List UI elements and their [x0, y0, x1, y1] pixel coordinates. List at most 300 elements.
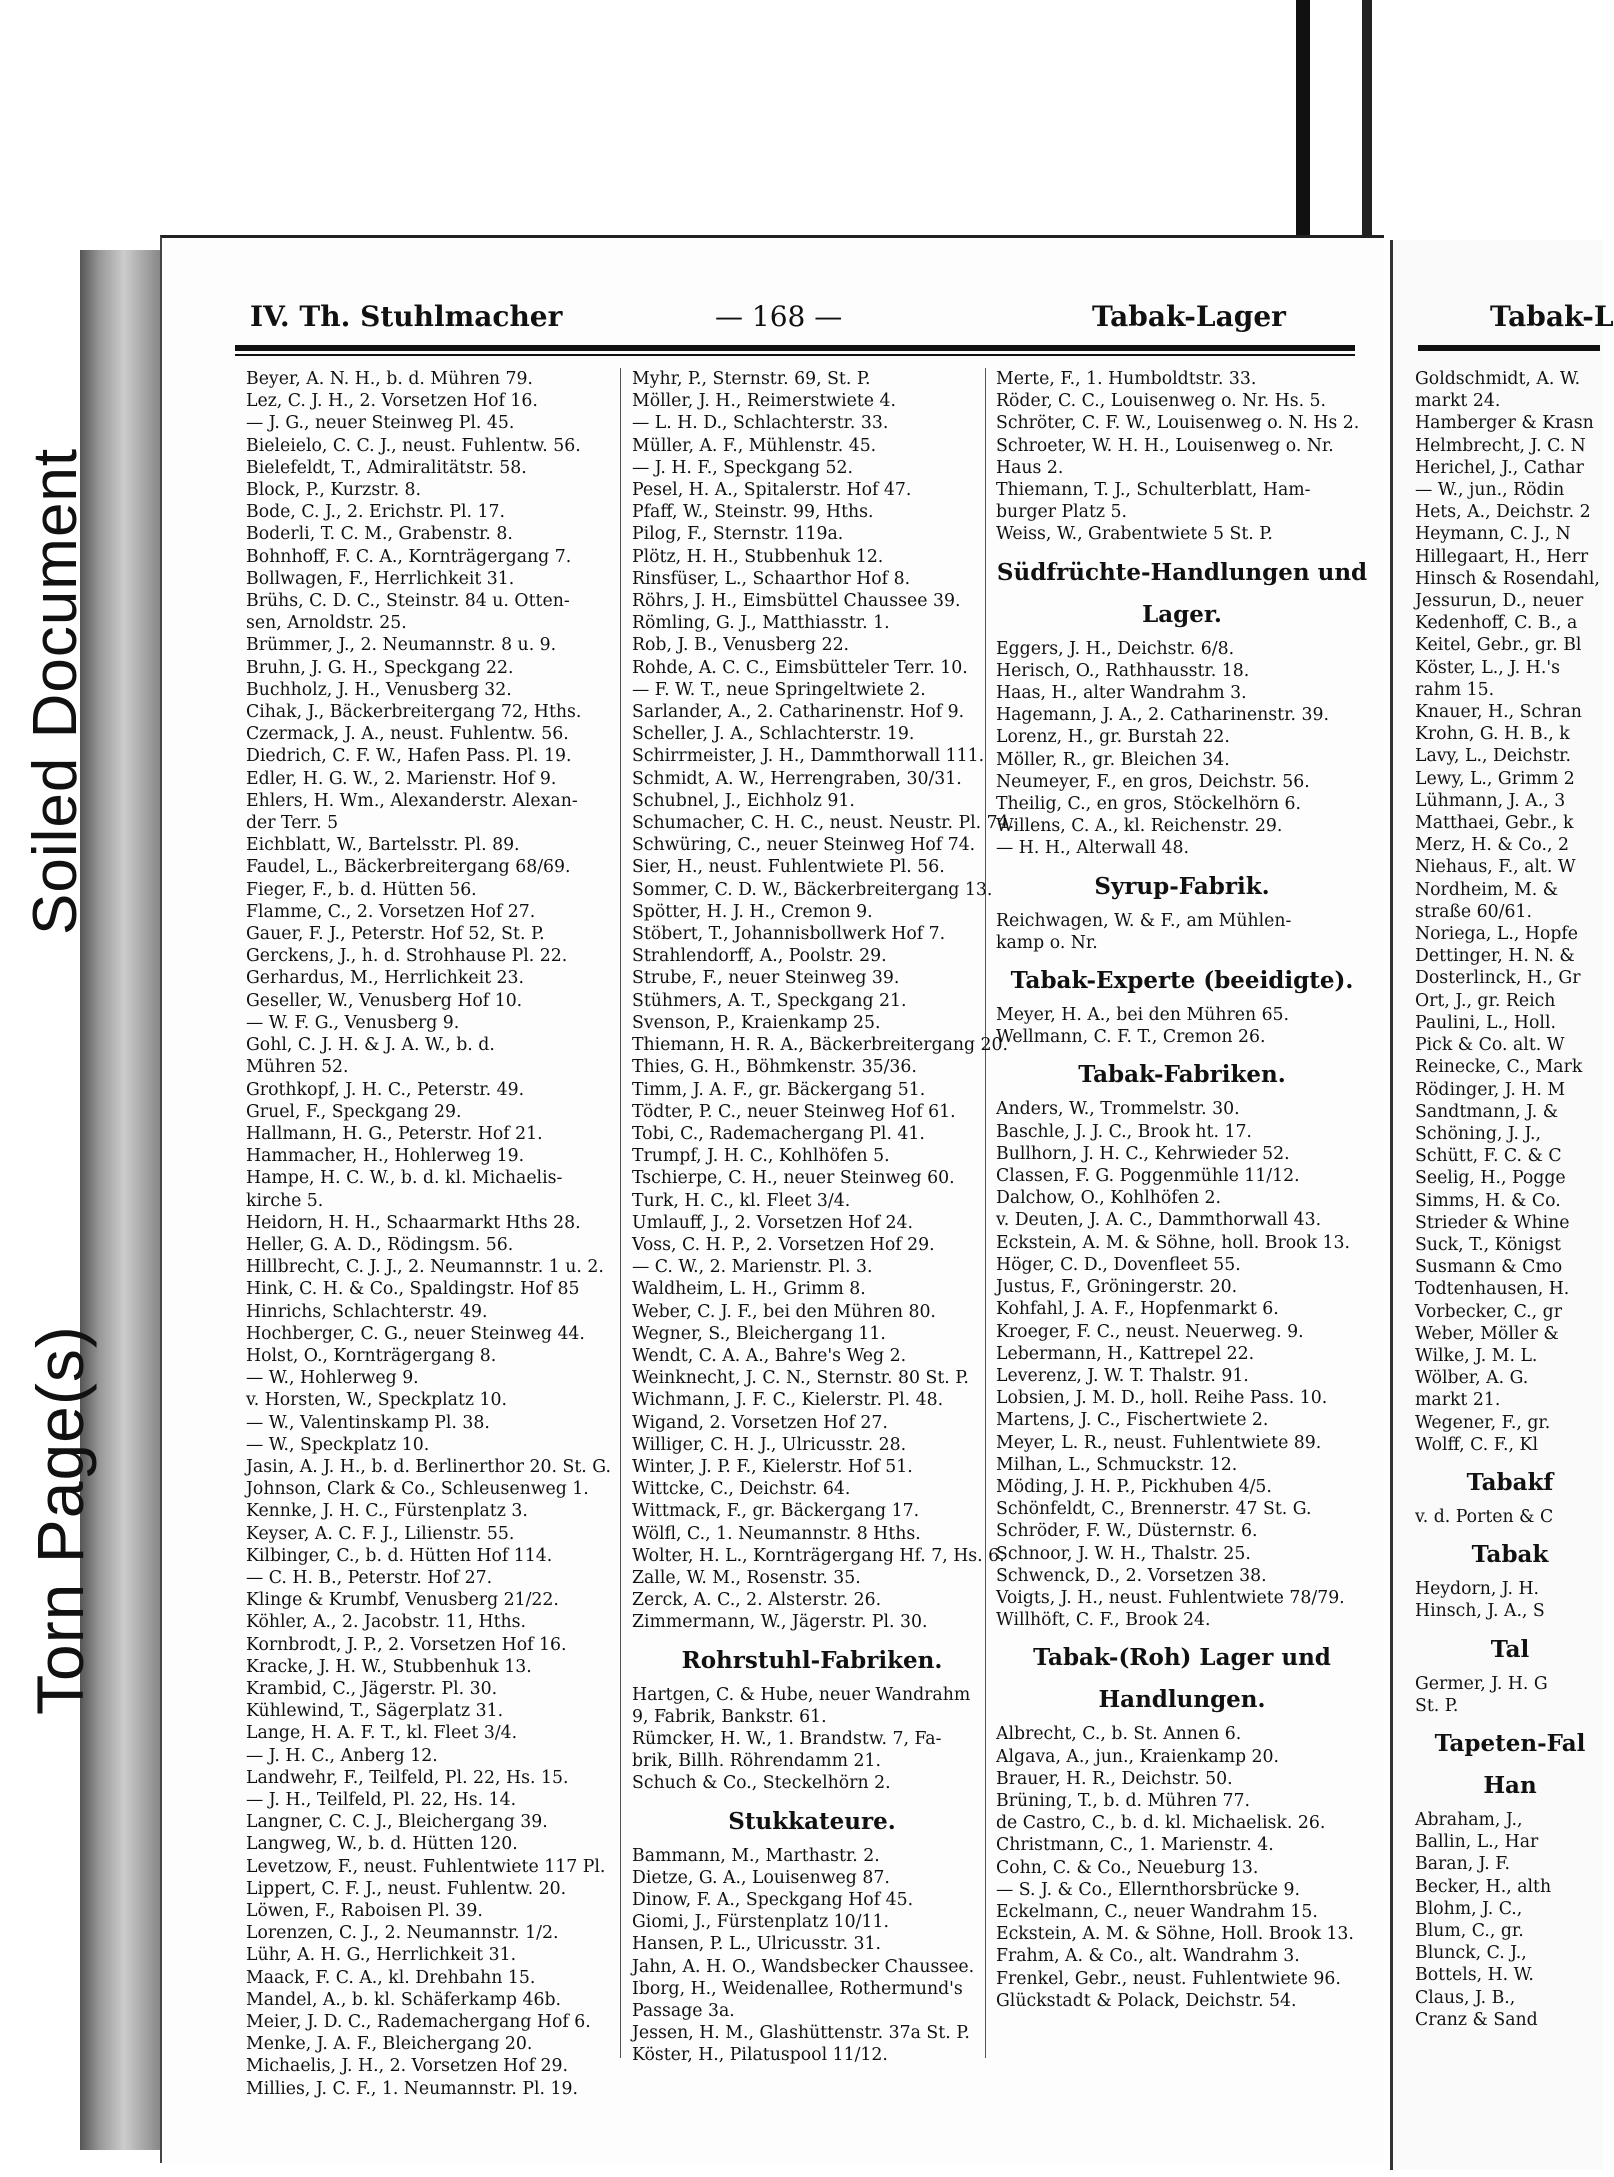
- directory-entry: Spötter, H. J. H., Cremon 9.: [632, 901, 873, 922]
- directory-entry: Myhr, P., Sternstr. 69, St. P.: [632, 369, 871, 389]
- directory-entry: Becker, H., alth: [1415, 1876, 1552, 1897]
- directory-entry: Kracke, J. H. W., Stubbenhuk 13.: [246, 1656, 532, 1677]
- directory-entry: kirche 5.: [246, 1190, 324, 1211]
- directory-entry: Wittcke, C., Deichstr. 64.: [632, 1479, 851, 1500]
- directory-entry: Lorenzen, C. J., 2. Neumannstr. 1/2.: [246, 1923, 559, 1944]
- directory-entry: Iborg, H., Weidenallee, Rothermund's: [632, 1978, 963, 1999]
- directory-entry: Levetzow, F., neust. Fuhlentwiete 117 Pl.: [246, 1856, 606, 1877]
- directory-column-3: [996, 368, 1368, 2012]
- directory-entry: Schumacher, C. H. C., neust. Neustr. Pl. 74.: [632, 813, 1015, 834]
- directory-entry: Eckelmann, C., neuer Wandrahm 15.: [996, 1901, 1318, 1922]
- directory-entry: Kennke, J. H. C., Fürstenplatz 3.: [246, 1501, 528, 1522]
- directory-entry: kamp o. Nr.: [996, 932, 1098, 953]
- directory-entry: Gerckens, J., h. d. Strohhause Pl. 22.: [246, 946, 568, 967]
- directory-entry: burger Platz 5.: [996, 502, 1127, 523]
- directory-entry: Lavy, L., Deichstr.: [1415, 746, 1572, 767]
- directory-entry: Ballin, L., Har: [1415, 1832, 1539, 1853]
- directory-entry: — W., Speckplatz 10.: [246, 1434, 430, 1455]
- directory-entry: Löwen, F., Raboisen Pl. 39.: [246, 1901, 483, 1922]
- directory-entry: Hampe, H. C. W., b. d. kl. Michaelis-: [246, 1168, 563, 1189]
- directory-entry: Susmann & Cmo: [1415, 1257, 1563, 1278]
- directory-entry: Tobi, C., Rademachergang Pl. 41.: [632, 1123, 925, 1144]
- directory-entry: Schuch & Co., Steckelhörn 2.: [632, 1773, 891, 1794]
- directory-entry: Winter, J. P. F., Kielerstr. Hof 51.: [632, 1456, 913, 1477]
- section-heading: Tabak: [1471, 1541, 1549, 1569]
- directory-entry: Merte, F., 1. Humboldtstr. 33.: [996, 369, 1257, 389]
- directory-entry: Helmbrecht, J. C. N: [1415, 435, 1586, 456]
- directory-entry: Lobsien, J. M. D., holl. Reihe Pass. 10.: [996, 1388, 1328, 1409]
- directory-entry: Cohn, C. & Co., Neueburg 13.: [996, 1857, 1259, 1878]
- directory-entry: Abraham, J.,: [1415, 1809, 1523, 1830]
- directory-entry: Bohnhoff, F. C. A., Kornträgergang 7.: [246, 546, 572, 567]
- directory-entry: Hinrichs, Schlachterstr. 49.: [246, 1301, 488, 1322]
- directory-entry: — J. G., neuer Steinweg Pl. 45.: [246, 413, 515, 434]
- directory-entry: Bottels, H. W.: [1415, 1965, 1534, 1986]
- directory-entry: Wölfl, C., 1. Neumannstr. 8 Hths.: [632, 1523, 921, 1544]
- directory-entry: Turk, H. C., kl. Fleet 3/4.: [632, 1190, 851, 1211]
- directory-entry: Thiemann, T. J., Schulterblatt, Ham-: [996, 480, 1311, 501]
- directory-entry: Waldheim, L. H., Grimm 8.: [632, 1279, 866, 1300]
- directory-entry: — J. H., Teilfeld, Pl. 22, Hs. 14.: [246, 1790, 517, 1810]
- directory-entry: Brühs, C. D. C., Steinstr. 84 u. Otten-: [246, 591, 570, 612]
- directory-entry: Simms, H. & Co.: [1415, 1190, 1561, 1211]
- directory-entry: Kilbinger, C., b. d. Hütten Hof 114.: [246, 1545, 553, 1566]
- directory-entry: — W., Valentinskamp Pl. 38.: [246, 1412, 490, 1433]
- directory-entry: Wegener, F., gr.: [1415, 1412, 1551, 1433]
- section-heading: Tabak-Experte (beeidigte).: [1010, 967, 1354, 995]
- dark-scan-edge: [1296, 0, 1310, 250]
- directory-entry: Hink, C. H. & Co., Spaldingstr. Hof 85: [246, 1279, 580, 1300]
- directory-entry: Krohn, G. H. B., k: [1415, 724, 1570, 745]
- directory-entry: Edler, H. G. W., 2. Marienstr. Hof 9.: [246, 768, 557, 789]
- column-divider: [620, 368, 621, 2058]
- directory-entry: Zerck, A. C., 2. Alsterstr. 26.: [632, 1590, 882, 1611]
- directory-entry: Zalle, W. M., Rosenstr. 35.: [632, 1567, 861, 1588]
- directory-entry: Pilog, F., Sternstr. 119a.: [632, 524, 844, 545]
- directory-entry: Langweg, W., b. d. Hütten 120.: [246, 1834, 518, 1855]
- directory-entry: Lippert, C. F. J., neust. Fuhlentw. 20.: [246, 1878, 567, 1899]
- directory-entry: Niehaus, F., alt. W: [1415, 857, 1576, 878]
- directory-entry: Pick & Co. alt. W: [1415, 1035, 1565, 1056]
- directory-entry: Keitel, Gebr., gr. Bl: [1415, 635, 1582, 656]
- directory-entry: Paulini, L., Holl.: [1415, 1012, 1556, 1033]
- directory-entry: Blohm, J. C.,: [1415, 1898, 1523, 1919]
- directory-entry: Möller, R., gr. Bleichen 34.: [996, 749, 1230, 770]
- directory-entry: Wigand, 2. Vorsetzen Hof 27.: [632, 1412, 888, 1433]
- directory-entry: Block, P., Kurzstr. 8.: [246, 480, 422, 501]
- directory-entry: Dalchow, O., Kohlhöfen 2.: [996, 1188, 1222, 1209]
- directory-entry: Thiemann, H. R. A., Bäckerbreitergang 20.: [632, 1035, 1009, 1056]
- directory-entry: Möding, J. H. P., Pickhuben 4/5.: [996, 1476, 1272, 1497]
- directory-entry: Matthaei, Gebr., k: [1415, 813, 1574, 834]
- directory-entry: Hillegaart, H., Herr: [1415, 546, 1589, 567]
- directory-entry: Michaelis, J. H., 2. Vorsetzen Hof 29.: [246, 2056, 568, 2077]
- directory-entry: Mandel, A., b. kl. Schäferkamp 46b.: [246, 1989, 562, 2010]
- directory-entry: Haas, H., alter Wandrahm 3.: [996, 683, 1247, 704]
- directory-entry: Köster, H., Pilatuspool 11/12.: [632, 2045, 888, 2066]
- directory-entry: Schroeter, W. H. H., Louisenweg o. Nr.: [996, 435, 1334, 456]
- directory-entry: Schwenck, D., 2. Vorsetzen 38.: [996, 1565, 1267, 1586]
- directory-entry: v. Deuten, J. A. C., Dammthorwall 43.: [996, 1210, 1322, 1231]
- directory-entry: Rödinger, J. H. M: [1415, 1079, 1566, 1100]
- directory-entry: Umlauff, J., 2. Vorsetzen Hof 24.: [632, 1212, 914, 1233]
- directory-entry: Kühlewind, T., Sägerplatz 31.: [246, 1701, 504, 1722]
- directory-entry: Voss, C. H. P., 2. Vorsetzen Hof 29.: [632, 1234, 935, 1255]
- directory-entry: Sarlander, A., 2. Catharinenstr. Hof 9.: [632, 702, 965, 723]
- directory-entry: Cihak, J., Bäckerbreitergang 72, Hths.: [246, 702, 582, 723]
- directory-entry: Strube, F., neuer Steinweg 39.: [632, 968, 900, 989]
- directory-entry: der Terr. 5: [246, 813, 339, 834]
- directory-entry: Müller, A. F., Mühlenstr. 45.: [632, 435, 877, 456]
- directory-entry: Weber, Möller &: [1415, 1323, 1559, 1344]
- directory-entry: Meyer, H. A., bei den Mühren 65.: [996, 1005, 1290, 1026]
- directory-entry: Brüning, T., b. d. Mühren 77.: [996, 1790, 1251, 1811]
- directory-entry: Glückstadt & Polack, Deichstr. 54.: [996, 1990, 1297, 2011]
- directory-entry: Leverenz, J. W. T. Thalstr. 91.: [996, 1365, 1249, 1386]
- torn-pages-label: Torn Page(s): [23, 1325, 97, 1715]
- directory-entry: Millies, J. C. F., 1. Neumannstr. Pl. 19.: [246, 2078, 579, 2099]
- directory-entry: Faudel, L., Bäckerbreitergang 68/69.: [246, 857, 571, 878]
- directory-entry: Hinsch, J. A., S: [1415, 1601, 1545, 1622]
- directory-entry: straße 60/61.: [1415, 901, 1532, 922]
- directory-entry: Hammacher, H., Hohlerweg 19.: [246, 1146, 525, 1167]
- directory-entry: rahm 15.: [1415, 679, 1495, 700]
- directory-entry: Wölber, A. G.: [1415, 1368, 1529, 1389]
- section-heading: Syrup-Fabrik.: [1094, 872, 1270, 900]
- directory-entry: Tödter, P. C., neuer Steinweg Hof 61.: [632, 1101, 956, 1122]
- directory-entry: Theilig, C., en gros, Stöckelhörn 6.: [996, 794, 1302, 815]
- directory-entry: v. Horsten, W., Speckplatz 10.: [246, 1390, 508, 1411]
- directory-entry: Bullhorn, J. H. C., Kehrwieder 52.: [996, 1143, 1290, 1164]
- directory-entry: Schnoor, J. W. H., Thalstr. 25.: [996, 1543, 1251, 1564]
- directory-entry: Scheller, J. A., Schlachterstr. 19.: [632, 724, 915, 745]
- directory-entry: Maack, F. C. A., kl. Drehbahn 15.: [246, 1967, 536, 1988]
- directory-entry: Nordheim, M. &: [1415, 879, 1559, 900]
- directory-entry: Wittmack, F., gr. Bäckergang 17.: [632, 1501, 920, 1522]
- directory-entry: — J. H. F., Speckgang 52.: [632, 457, 853, 478]
- directory-entry: Vorbecker, C., gr: [1415, 1301, 1562, 1322]
- directory-entry: Lebermann, H., Kattrepel 22.: [996, 1343, 1255, 1364]
- directory-entry: Algava, A., jun., Kraienkamp 20.: [996, 1746, 1280, 1767]
- directory-entry: Jahn, A. H. O., Wandsbecker Chaussee.: [632, 1956, 975, 1977]
- section-heading: Tapeten-Fal: [1434, 1729, 1586, 1757]
- directory-entry: Lühmann, J. A., 3: [1415, 790, 1566, 811]
- directory-entry: Wegner, S., Bleichergang 11.: [632, 1323, 886, 1344]
- directory-entry: Römling, G. J., Matthiasstr. 1.: [632, 613, 890, 634]
- directory-entry: Diedrich, C. F. W., Hafen Pass. Pl. 19.: [246, 746, 572, 767]
- directory-entry: Eckstein, A. M. & Söhne, holl. Brook 13.: [996, 1232, 1350, 1253]
- directory-entry: Weinknecht, J. C. N., Sternstr. 80 St. P.: [632, 1368, 969, 1389]
- directory-entry: Willhöft, C. F., Brook 24.: [996, 1610, 1211, 1631]
- directory-entry: Bode, C. J., 2. Erichstr. Pl. 17.: [246, 502, 506, 523]
- directory-entry: Bammann, M., Marthastr. 2.: [632, 1845, 880, 1866]
- directory-entry: Anders, W., Trommelstr. 30.: [996, 1099, 1240, 1120]
- directory-entry: Meyer, L. R., neust. Fuhlentwiete 89.: [996, 1432, 1322, 1453]
- directory-entry: Reinecke, C., Mark: [1415, 1057, 1583, 1078]
- directory-entry: St. P.: [1415, 1695, 1459, 1716]
- directory-entry: Hinsch & Rosendahl,: [1415, 568, 1600, 589]
- directory-entry: Stühmers, A. T., Speckgang 21.: [632, 990, 907, 1011]
- directory-entry: Cranz & Sand: [1415, 2009, 1538, 2030]
- directory-entry: — J. H. C., Anberg 12.: [246, 1745, 438, 1766]
- directory-entry: Neumeyer, F., en gros, Deichstr. 56.: [996, 771, 1310, 792]
- directory-entry: Milhan, L., Schmuckstr. 12.: [996, 1454, 1238, 1475]
- directory-entry: Schröter, C. F. W., Louisenweg o. N. Hs 2.: [996, 413, 1360, 434]
- directory-entry: Schönfeldt, C., Brennerstr. 47 St. G.: [996, 1499, 1312, 1520]
- directory-entry: Dosterlinck, H., Gr: [1415, 968, 1581, 989]
- directory-entry: Hamberger & Krasn: [1415, 413, 1594, 434]
- directory-entry: Germer, J. H. G: [1415, 1673, 1548, 1694]
- directory-entry: Blunck, C. J.,: [1415, 1943, 1527, 1964]
- section-heading: Han: [1483, 1771, 1537, 1799]
- directory-entry: — S. J. & Co., Ellernthorsbrücke 9.: [996, 1879, 1300, 1900]
- directory-entry: — L. H. D., Schlachterstr. 33.: [632, 413, 889, 434]
- directory-entry: markt 21.: [1415, 1390, 1501, 1411]
- directory-entry: Lühr, A. H. G., Herrlichkeit 31.: [246, 1945, 517, 1966]
- directory-entry: v. d. Porten & C: [1415, 1506, 1554, 1527]
- directory-entry: Flamme, C., 2. Vorsetzen Hof 27.: [246, 901, 536, 922]
- directory-entry: Bieleielo, C. C. J., neust. Fuhlentw. 56.: [246, 435, 581, 456]
- directory-entry: Giomi, J., Fürstenplatz 10/11.: [632, 1912, 889, 1933]
- directory-entry: Seelig, H., Pogge: [1415, 1168, 1566, 1189]
- directory-entry: Wolff, C. F., Kl: [1415, 1434, 1538, 1455]
- directory-entry: Svenson, P., Kraienkamp 25.: [632, 1012, 881, 1033]
- directory-entry: — C. W., 2. Marienstr. Pl. 3.: [632, 1257, 873, 1278]
- directory-entry: Kroeger, F. C., neust. Neuerweg. 9.: [996, 1321, 1304, 1342]
- directory-entry: Köster, L., J. H.'s: [1415, 657, 1560, 678]
- directory-entry: Eckstein, A. M. & Söhne, Holl. Brook 13.: [996, 1924, 1354, 1945]
- directory-entry: Heydorn, J. H.: [1415, 1579, 1540, 1600]
- directory-entry: Brümmer, J., 2. Neumannstr. 8 u. 9.: [246, 635, 557, 656]
- directory-entry: Tschierpe, C. H., neuer Steinweg 60.: [632, 1168, 955, 1189]
- directory-entry: Plötz, H. H., Stubbenhuk 12.: [632, 546, 884, 567]
- book-spine: [80, 250, 160, 2150]
- directory-entry: Hallmann, H. G., Peterstr. Hof 21.: [246, 1123, 543, 1144]
- directory-entry: Wendt, C. A. A., Bahre's Weg 2.: [632, 1345, 907, 1366]
- directory-entry: Weber, C. J. F., bei den Mühren 80.: [632, 1301, 936, 1322]
- directory-entry: — F. W. T., neue Springeltwiete 2.: [632, 679, 926, 700]
- directory-entry: Passage 3a.: [632, 2001, 735, 2022]
- directory-entry: Zimmermann, W., Jägerstr. Pl. 30.: [632, 1612, 928, 1633]
- directory-entry: Gohl, C. J. H. & J. A. W., b. d.: [246, 1035, 495, 1056]
- directory-entry: Herichel, J., Cathar: [1415, 457, 1584, 478]
- directory-entry: Hochberger, C. G., neuer Steinweg 44.: [246, 1323, 585, 1344]
- directory-entry: Meier, J. D. C., Rademachergang Hof 6.: [246, 2012, 591, 2033]
- section-heading: Lager.: [1142, 600, 1222, 628]
- directory-entry: Noriega, L., Hopfe: [1415, 924, 1579, 945]
- directory-entry: Ehlers, H. Wm., Alexanderstr. Alexan-: [246, 790, 578, 811]
- directory-entry: Czermack, J. A., neust. Fuhlentw. 56.: [246, 724, 569, 745]
- directory-entry: Schubnel, J., Eichholz 91.: [632, 790, 855, 811]
- directory-entry: Claus, J. B.,: [1415, 1987, 1516, 2008]
- directory-entry: Hagemann, J. A., 2. Catharinenstr. 39.: [996, 705, 1329, 726]
- directory-entry: Dettinger, H. N. &: [1415, 946, 1575, 967]
- running-header-right: Tabak-Lager: [1092, 300, 1286, 333]
- directory-entry: Sandtmann, J. &: [1415, 1101, 1559, 1122]
- directory-entry: Boderli, T. C. M., Grabenstr. 8.: [246, 524, 513, 545]
- directory-entry: Hillbrecht, C. J. J., 2. Neumannstr. 1 u. 2.: [246, 1257, 604, 1278]
- directory-entry: Dinow, F. A., Speckgang Hof 45.: [632, 1890, 914, 1910]
- directory-entry: Johnson, Clark & Co., Schleusenweg 1.: [246, 1479, 589, 1500]
- directory-entry: Kornbrodt, J. P., 2. Vorsetzen Hof 16.: [246, 1634, 567, 1655]
- directory-entry: Strahlendorff, A., Poolstr. 29.: [632, 946, 887, 967]
- directory-entry: — W., Hohlerweg 9.: [246, 1368, 419, 1389]
- directory-entry: Pfaff, W., Steinstr. 99, Hths.: [632, 502, 874, 523]
- directory-entry: Heller, G. A. D., Rödingsm. 56.: [246, 1234, 514, 1255]
- directory-entry: Baschle, J. J. C., Brook ht. 17.: [996, 1121, 1252, 1142]
- page-number: — 168 —: [715, 300, 843, 333]
- directory-entry: Merz, H. & Co., 2: [1415, 835, 1570, 856]
- directory-entry: Jessen, H. M., Glashüttenstr. 37a St. P.: [632, 2023, 970, 2044]
- directory-entry: Jessurun, D., neuer: [1415, 591, 1584, 612]
- directory-entry: Knauer, H., Schran: [1415, 702, 1582, 723]
- directory-entry: Williger, C. H. J., Ulricusstr. 28.: [632, 1434, 907, 1455]
- section-heading: Tabak-Fabriken.: [1078, 1061, 1286, 1089]
- directory-entry: Mühren 52.: [246, 1057, 349, 1078]
- directory-entry: Wichmann, J. F. C., Kielerstr. Pl. 48.: [632, 1390, 944, 1411]
- directory-entry: Thies, G. H., Böhmkenstr. 35/36.: [632, 1057, 917, 1078]
- directory-entry: Bollwagen, F., Herrlichkeit 31.: [246, 568, 515, 589]
- header-rule-next-page: [1418, 345, 1600, 351]
- directory-entry: brik, Billh. Röhrendamm 21.: [632, 1751, 881, 1772]
- directory-column-2: [632, 368, 1015, 2067]
- directory-entry: Rinsfüser, L., Schaarthor Hof 8.: [632, 568, 911, 589]
- soiled-document-label: Soiled Document: [21, 447, 90, 935]
- directory-entry: Lewy, L., Grimm 2: [1415, 768, 1575, 789]
- header-rule: [235, 345, 1355, 351]
- directory-entry: Todtenhausen, H.: [1415, 1279, 1570, 1300]
- directory-entry: Rob, J. B., Venusberg 22.: [632, 635, 850, 656]
- directory-entry: Jasin, A. J. H., b. d. Berlinerthor 20. St. G.: [246, 1456, 611, 1477]
- directory-entry: Sier, H., neust. Fuhlentwiete Pl. 56.: [632, 857, 945, 878]
- running-header-next-page: Tabak-L: [1490, 300, 1614, 333]
- directory-entry: markt 24.: [1415, 391, 1501, 412]
- directory-entry: Kedenhoff, C. B., a: [1415, 613, 1578, 634]
- directory-entry: Fieger, F., b. d. Hütten 56.: [246, 879, 477, 900]
- directory-entry: Buchholz, J. H., Venusberg 32.: [246, 679, 512, 700]
- directory-entry: — C. H. B., Peterstr. Hof 27.: [246, 1567, 493, 1588]
- directory-entry: Wellmann, C. F. T., Cremon 26.: [996, 1027, 1266, 1048]
- directory-entry: Strieder & Whine: [1415, 1212, 1570, 1233]
- directory-entry: Hets, A., Deichstr. 2: [1415, 502, 1591, 523]
- section-heading: Handlungen.: [1098, 1686, 1266, 1714]
- directory-entry: Classen, F. G. Poggenmühle 11/12.: [996, 1166, 1300, 1187]
- directory-entry: de Castro, C., b. d. kl. Michaelisk. 26.: [996, 1813, 1326, 1834]
- directory-entry: Menke, J. A. F., Bleichergang 20.: [246, 2034, 533, 2055]
- directory-entry: Heidorn, H. H., Schaarmarkt Hths 28.: [246, 1212, 581, 1233]
- directory-entry: Frahm, A. & Co., alt. Wandrahm 3.: [996, 1946, 1300, 1967]
- directory-entry: Hartgen, C. & Hube, neuer Wandrahm: [632, 1684, 971, 1705]
- directory-entry: Christmann, C., 1. Marienstr. 4.: [996, 1835, 1274, 1856]
- directory-entry: Timm, J. A. F., gr. Bäckergang 51.: [632, 1079, 926, 1100]
- running-header-left: IV. Th. Stuhlmacher: [250, 300, 563, 333]
- directory-entry: — W., jun., Rödin: [1415, 480, 1565, 501]
- directory-entry: Holst, O., Kornträgergang 8.: [246, 1345, 497, 1366]
- directory-entry: Heymann, C. J., N: [1415, 524, 1571, 545]
- section-heading: Tabakf: [1466, 1468, 1554, 1496]
- section-heading: Stukkateure.: [728, 1807, 896, 1835]
- directory-entry: Grothkopf, J. H. C., Peterstr. 49.: [246, 1079, 525, 1100]
- directory-entry: Höger, C. D., Dovenfleet 55.: [996, 1254, 1241, 1275]
- directory-entry: Wolter, H. L., Kornträgergang Hf. 7, Hs. 6.: [632, 1545, 1005, 1566]
- directory-entry: Trumpf, J. H. C., Kohlhöfen 5.: [632, 1146, 890, 1167]
- directory-entry: Schirrmeister, J. H., Dammthorwall 111.: [632, 746, 985, 767]
- directory-entry: Blum, C., gr.: [1415, 1920, 1524, 1941]
- directory-entry: Pesel, H. A., Spitalerstr. Hof 47.: [632, 480, 912, 501]
- directory-entry: Rümcker, H. W., 1. Brandstw. 7, Fa-: [632, 1728, 942, 1749]
- section-heading: Tal: [1490, 1635, 1530, 1663]
- directory-entry: Rohde, A. C. C., Eimsbütteler Terr. 10.: [632, 657, 968, 678]
- directory-entry: Albrecht, C., b. St. Annen 6.: [996, 1724, 1242, 1745]
- directory-entry: Bielefeldt, T., Admiralitätstr. 58.: [246, 457, 527, 478]
- directory-entry: Ort, J., gr. Reich: [1415, 990, 1556, 1011]
- directory-entry: Bruhn, J. G. H., Speckgang 22.: [246, 657, 514, 678]
- directory-entry: Keyser, A. C. F. J., Lilienstr. 55.: [246, 1523, 515, 1544]
- directory-entry: Krambid, C., Jägerstr. Pl. 30.: [246, 1678, 498, 1699]
- directory-entry: Geseller, W., Venusberg Hof 10.: [246, 990, 523, 1011]
- directory-entry: Baran, J. F.: [1415, 1854, 1511, 1875]
- directory-entry: Gauer, F. J., Peterstr. Hof 52, St. P.: [246, 924, 545, 945]
- section-heading: Tabak-(Roh) Lager und: [1033, 1644, 1331, 1672]
- directory-entry: Martens, J. C., Fischertwiete 2.: [996, 1410, 1269, 1431]
- directory-entry: sen, Arnoldstr. 25.: [246, 613, 407, 634]
- directory-entry: Landwehr, F., Teilfeld, Pl. 22, Hs. 15.: [246, 1767, 569, 1788]
- directory-entry: Hansen, P. L., Ulricusstr. 31.: [632, 1934, 881, 1955]
- directory-entry: Röder, C. C., Louisenweg o. Nr. Hs. 5.: [996, 391, 1327, 412]
- directory-entry: Justus, F., Gröningerstr. 20.: [996, 1277, 1238, 1298]
- directory-entry: Schöning, J. J.,: [1415, 1123, 1542, 1144]
- directory-entry: Weiss, W., Grabentwiete 5 St. P.: [996, 524, 1273, 545]
- directory-entry: Schröder, F. W., Düsternstr. 6.: [996, 1521, 1258, 1542]
- directory-column-next-page: [1415, 368, 1605, 2031]
- directory-entry: Dietze, G. A., Louisenweg 87.: [632, 1867, 890, 1888]
- section-heading: Südfrüchte-Handlungen und: [996, 558, 1368, 586]
- directory-entry: Kohfahl, J. A. F., Hopfenmarkt 6.: [996, 1299, 1279, 1320]
- directory-entry: Schütt, F. C. & C: [1415, 1146, 1562, 1167]
- dark-scan-edge-2: [1362, 0, 1372, 235]
- directory-entry: Eggers, J. H., Deichstr. 6/8.: [996, 638, 1235, 659]
- directory-entry: 9, Fabrik, Bankstr. 61.: [632, 1706, 827, 1727]
- directory-entry: Schwüring, C., neuer Steinweg Hof 74.: [632, 835, 976, 856]
- directory-entry: Suck, T., Königst: [1415, 1234, 1561, 1255]
- directory-entry: Schmidt, A. W., Herrengraben, 30/31.: [632, 768, 962, 789]
- directory-entry: Stöbert, T., Johannisbollwerk Hof 7.: [632, 924, 946, 945]
- directory-entry: Frenkel, Gebr., neust. Fuhlentwiete 96.: [996, 1968, 1341, 1989]
- directory-entry: — H. H., Alterwall 48.: [996, 838, 1189, 859]
- directory-entry: Gerhardus, M., Herrlichkeit 23.: [246, 968, 525, 989]
- directory-entry: Sommer, C. D. W., Bäckerbreitergang 13.: [632, 879, 993, 900]
- directory-entry: Lange, H. A. F. T., kl. Fleet 3/4.: [246, 1723, 518, 1744]
- directory-entry: Beyer, A. N. H., b. d. Mühren 79.: [246, 369, 533, 389]
- directory-entry: Möller, J. H., Reimerstwiete 4.: [632, 391, 897, 412]
- directory-entry: Lorenz, H., gr. Burstah 22.: [996, 727, 1230, 748]
- section-heading: Rohrstuhl-Fabriken.: [681, 1646, 943, 1674]
- directory-column-1: [246, 368, 618, 2100]
- directory-entry: Eichblatt, W., Bartelsstr. Pl. 89.: [246, 835, 520, 856]
- directory-entry: Voigts, J. H., neust. Fuhlentwiete 78/79.: [996, 1587, 1345, 1608]
- directory-entry: Reichwagen, W. & F., am Mühlen-: [996, 910, 1292, 931]
- directory-entry: Köhler, A., 2. Jacobstr. 11, Hths.: [246, 1612, 527, 1633]
- directory-entry: Herisch, O., Rathhausstr. 18.: [996, 660, 1250, 681]
- directory-entry: Klinge & Krumbf, Venusberg 21/22.: [246, 1590, 559, 1611]
- header-rule-thin: [235, 354, 1355, 356]
- directory-entry: Langner, C. C. J., Bleichergang 39.: [246, 1812, 548, 1833]
- directory-entry: Röhrs, J. H., Eimsbüttel Chaussee 39.: [632, 591, 961, 612]
- directory-entry: Lez, C. J. H., 2. Vorsetzen Hof 16.: [246, 391, 538, 412]
- directory-entry: Brauer, H. R., Deichstr. 50.: [996, 1768, 1233, 1789]
- directory-entry: Goldschmidt, A. W.: [1415, 369, 1581, 389]
- directory-entry: Haus 2.: [996, 457, 1064, 478]
